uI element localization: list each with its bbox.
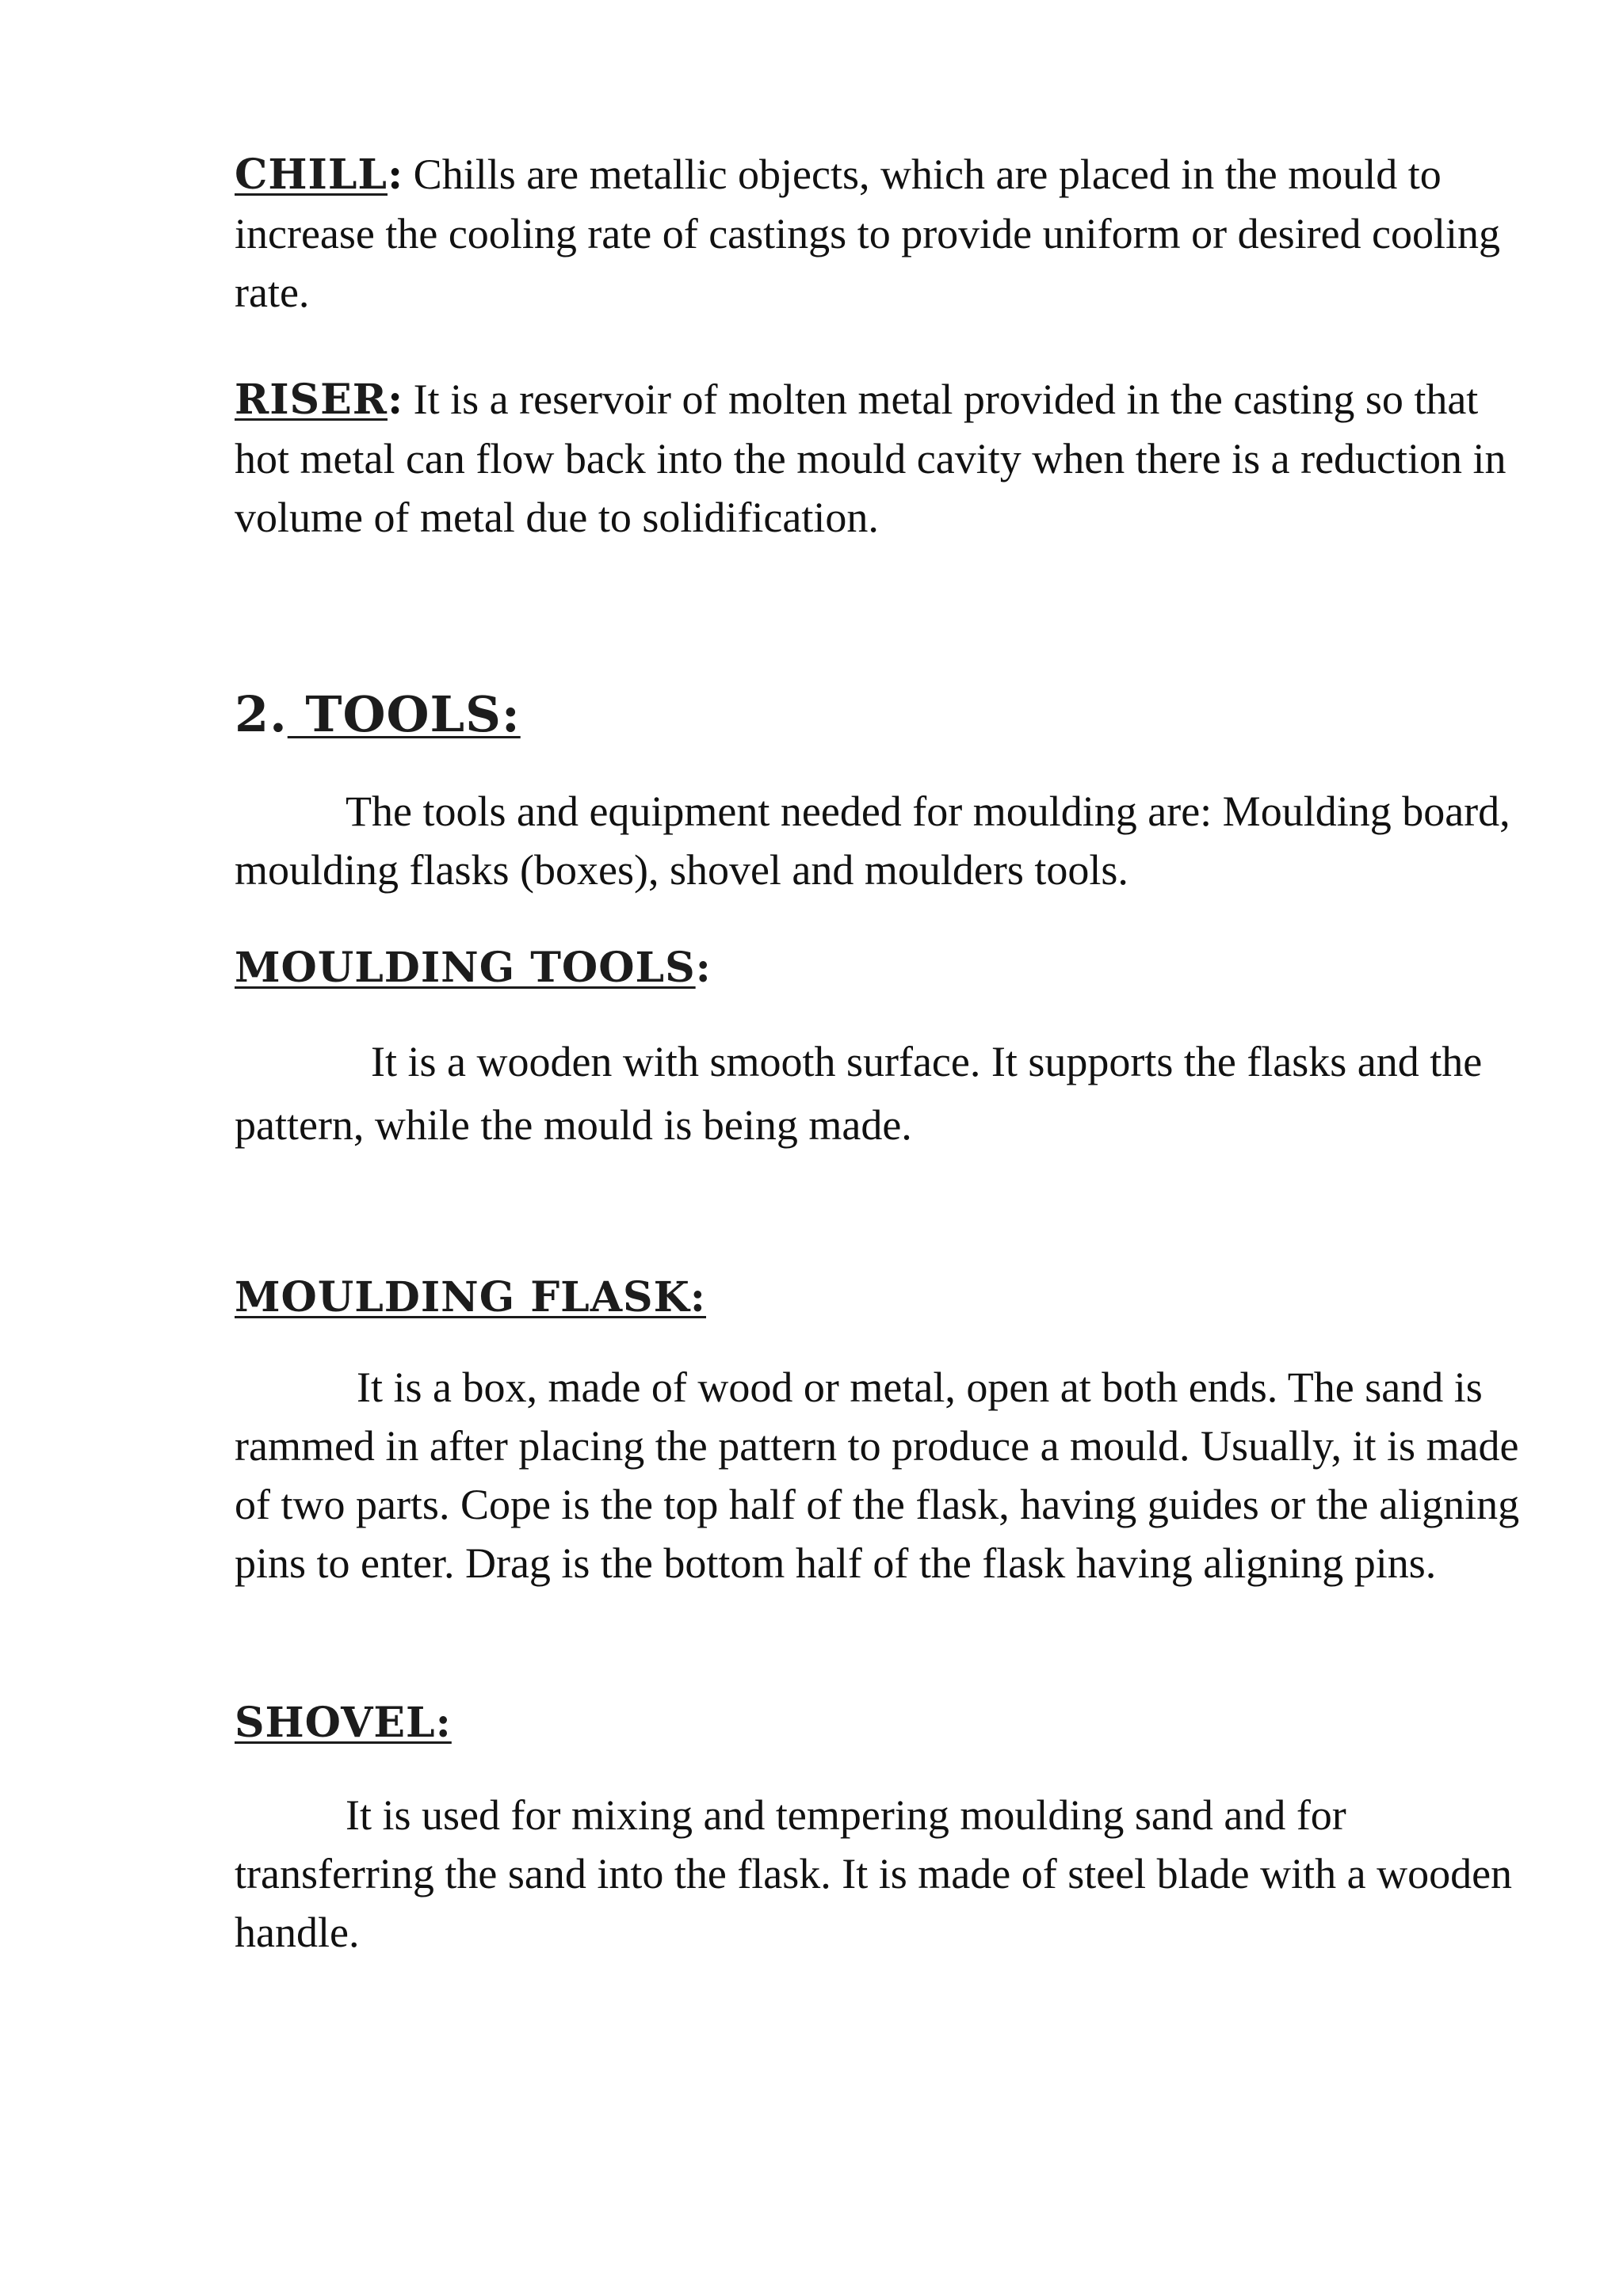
tools-intro-section: [235, 782, 1534, 899]
moulding-flask-heading: [235, 1270, 1534, 1325]
riser-term: RISER: [235, 376, 388, 424]
moulding-tools-text: It is a wooden with smooth surface. It supports the flasks and the pattern, while the mould is being made.: [235, 1038, 1483, 1149]
moulding-flask-section: [235, 1270, 1534, 1325]
moulding-tools-section: [235, 940, 1534, 996]
tools-section: [235, 683, 1534, 746]
shovel-heading-text: SHOVEL:: [235, 1699, 452, 1747]
moulding-tools-colon: :: [695, 944, 712, 992]
chill-term: CHILL: [235, 151, 388, 199]
chill-section: [235, 145, 1534, 322]
moulding-flask-text: It is a box, made of wood or metal, open at both ends. The sand is rammed in after placing the pattern to produce a mould. Usually, it is made of two parts. Cope is the top half of the flask, having guides or the aligning pins to enter. Drag is the bottom half of the flask having aligning pins.: [235, 1363, 1520, 1587]
moulding-tools-body: [235, 1030, 1534, 1157]
chill-text: Chills are metallic objects, which are placed in the mould to increase the cooling rate of castings to provide uniform or desired cooling rate.: [235, 151, 1501, 316]
riser-section: [235, 370, 1534, 547]
tools-heading: [235, 683, 1534, 746]
shovel-section: [235, 1695, 1534, 1751]
chill-paragraph: [235, 145, 1534, 322]
shovel-text: It is used for mixing and tempering moulding sand and for transferring the sand into the flask. It is made of steel blade with a wooden handle.: [235, 1791, 1513, 1956]
chill-colon: :: [387, 151, 403, 199]
moulding-flask-heading-text: MOULDING FLASK:: [235, 1273, 706, 1322]
moulding-tools-heading-text: MOULDING TOOLS: [235, 944, 696, 992]
tools-intro: The tools and equipment needed for moulding are: Moulding board, moulding flasks (boxes), shovel and moulders tools.: [235, 788, 1510, 894]
riser-paragraph: [235, 370, 1534, 547]
moulding-flask-body: [235, 1358, 1534, 1592]
shovel-body: [235, 1786, 1534, 1962]
shovel-heading: [235, 1695, 1534, 1751]
tools-number: 2.: [235, 685, 288, 743]
riser-text: It is a reservoir of molten metal provided in the casting so that hot metal can flow back into the mould cavity when there is a reduction in volume of metal due to solidification.: [235, 376, 1507, 541]
riser-colon: :: [387, 376, 403, 424]
moulding-tools-heading: [235, 940, 1534, 996]
tools-title: TOOLS:: [287, 685, 521, 743]
